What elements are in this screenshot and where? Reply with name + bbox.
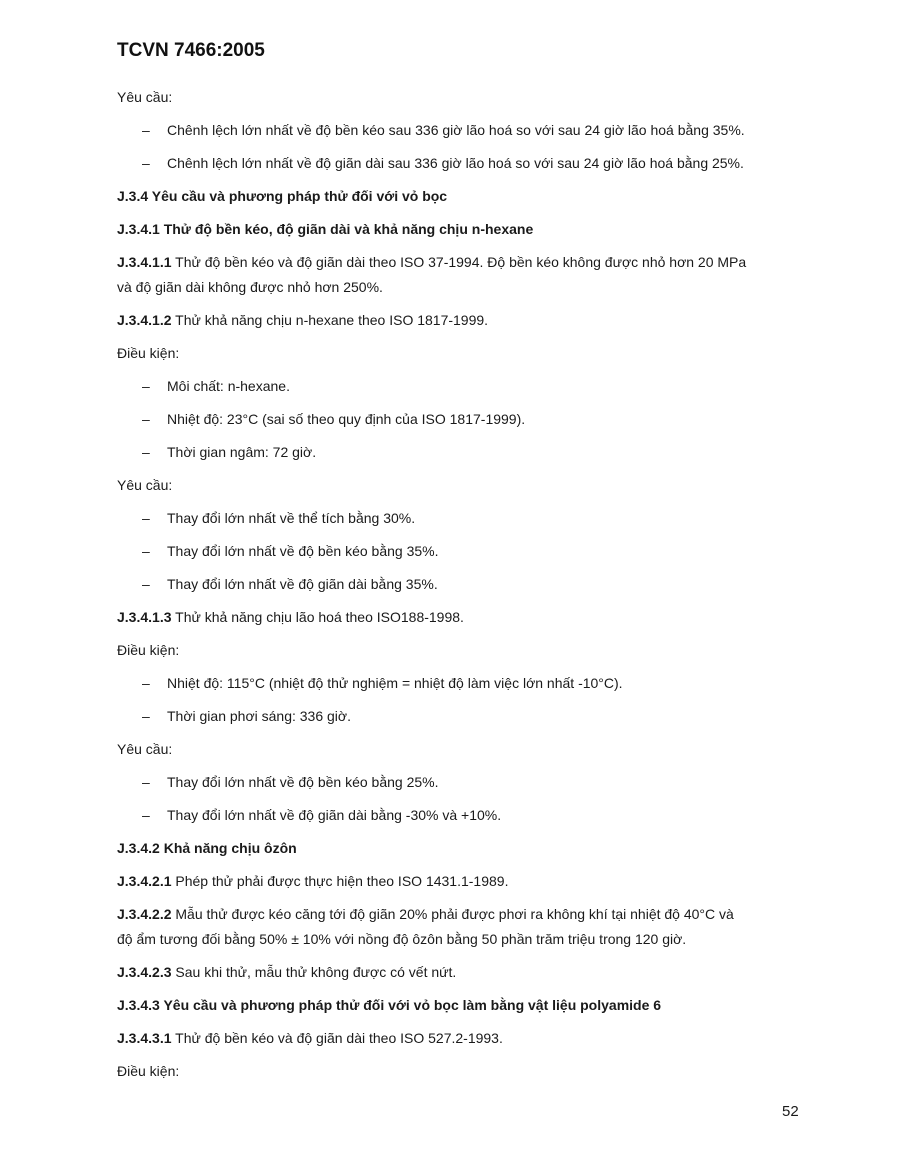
bullet-item — [142, 120, 745, 140]
bullet-text: Thay đổi lớn nhất về độ giãn dài bằng 35%. — [167, 576, 438, 592]
bullet-item — [142, 673, 623, 693]
clause-number: J.3.4.3.1 — [117, 1030, 172, 1046]
clause-paragraph — [117, 310, 488, 330]
paragraph-label: Yêu cầu: — [117, 477, 173, 493]
bullet-text: Nhiệt độ: 115°C (nhiệt độ thử nghiệm = nhiệt độ làm việc lớn nhất -10°C). — [167, 675, 623, 691]
dash-marker: – — [142, 807, 150, 823]
bullet-text: Thời gian phơi sáng: 336 giờ. — [167, 708, 351, 724]
dash-marker: – — [142, 675, 150, 691]
bullet-text: Môi chất: n-hexane. — [167, 378, 290, 394]
paragraph-label: Yêu cầu: — [117, 741, 173, 757]
dash-marker: – — [142, 708, 150, 724]
paragraph-label: Điều kiện: — [117, 642, 180, 658]
dash-marker: – — [142, 122, 150, 138]
dash-marker: – — [142, 510, 150, 526]
page-number: 52 — [782, 1103, 799, 1120]
dash-marker: – — [142, 444, 150, 460]
dash-marker: – — [142, 576, 150, 592]
bullet-text: Thay đổi lớn nhất về độ bền kéo bằng 25%. — [167, 774, 439, 790]
bullet-item — [142, 442, 316, 462]
clause-paragraph — [117, 607, 464, 627]
clause-text: Thử độ bền kéo và độ giãn dài theo ISO 527.2-1993. — [171, 1030, 503, 1046]
clause-continuation: và độ giãn dài không được nhỏ hơn 250%. — [117, 279, 383, 295]
clause-number: J.3.4.1.2 — [117, 312, 172, 328]
dash-marker: – — [142, 155, 150, 171]
clause-text: Thử độ bền kéo và độ giãn dài theo ISO 37-1994. Độ bền kéo không được nhỏ hơn 20 MPa — [171, 254, 747, 270]
bullet-item — [142, 574, 438, 594]
clause-paragraph — [117, 1028, 503, 1048]
section-heading: J.3.4.1 Thử độ bền kéo, độ giãn dài và khả năng chịu n-hexane — [117, 221, 534, 237]
bullet-item — [142, 772, 438, 792]
dash-marker: – — [142, 411, 150, 427]
bullet-item — [142, 805, 501, 825]
clause-number: J.3.4.1.1 — [117, 254, 172, 270]
clause-number: J.3.4.2.2 — [117, 906, 172, 922]
bullet-text: Nhiệt độ: 23°C (sai số theo quy định của ISO 1817-1999). — [167, 411, 526, 427]
paragraph-label: Yêu cầu: — [117, 89, 173, 105]
clause-paragraph — [117, 962, 456, 982]
section-heading: J.3.4.3 Yêu cầu và phương pháp thử đối với vỏ bọc làm bằng vật liệu polyamide 6 — [117, 997, 662, 1013]
clause-number: J.3.4.2.1 — [117, 873, 172, 889]
bullet-item — [142, 409, 525, 429]
clause-paragraph — [117, 252, 746, 272]
bullet-text: Thay đổi lớn nhất về độ giãn dài bằng -30% và +10%. — [167, 807, 502, 823]
dash-marker: – — [142, 774, 150, 790]
bullet-item — [142, 153, 744, 173]
bullet-item — [142, 508, 415, 528]
paragraph-label: Điều kiện: — [117, 345, 180, 361]
dash-marker: – — [142, 378, 150, 394]
bullet-text: Thay đổi lớn nhất về độ bền kéo bằng 35%. — [167, 543, 439, 559]
clause-text: Thử khả năng chịu n-hexane theo ISO 1817-1999. — [171, 312, 489, 328]
bullet-item — [142, 376, 290, 396]
clause-paragraph — [117, 904, 734, 924]
clause-continuation: độ ẩm tương đối bằng 50% ± 10% với nồng độ ôzôn bằng 50 phần trăm triệu trong 120 giờ. — [117, 931, 687, 947]
clause-number: J.3.4.1.3 — [117, 609, 172, 625]
clause-text: Thử khả năng chịu lão hoá theo ISO188-1998. — [171, 609, 464, 625]
bullet-text: Chênh lệch lớn nhất về độ giãn dài sau 336 giờ lão hoá so với sau 24 giờ lão hoá bằng 25%. — [167, 155, 744, 171]
bullet-text: Thay đổi lớn nhất về thể tích bằng 30%. — [167, 510, 416, 526]
section-heading: J.3.4 Yêu cầu và phương pháp thử đối với vỏ bọc — [117, 188, 448, 204]
clause-text: Phép thử phải được thực hiện theo ISO 1431.1-1989. — [171, 873, 509, 889]
clause-number: J.3.4.2.3 — [117, 964, 172, 980]
clause-paragraph — [117, 871, 508, 891]
paragraph-label: Điều kiện: — [117, 1063, 180, 1079]
bullet-item — [142, 541, 438, 561]
bullet-item — [142, 706, 351, 726]
document-header: TCVN 7466:2005 — [117, 40, 265, 61]
bullet-text: Chênh lệch lớn nhất về độ bền kéo sau 336 giờ lão hoá so với sau 24 giờ lão hoá bằng 35%. — [167, 122, 745, 138]
clause-text: Mẫu thử được kéo căng tới độ giãn 20% phải được phơi ra không khí tại nhiệt độ 40°C và — [171, 906, 734, 922]
section-heading: J.3.4.2 Khả năng chịu ôzôn — [117, 840, 297, 856]
dash-marker: – — [142, 543, 150, 559]
bullet-text: Thời gian ngâm: 72 giờ. — [167, 444, 317, 460]
clause-text: Sau khi thử, mẫu thử không được có vết nứt. — [171, 964, 457, 980]
